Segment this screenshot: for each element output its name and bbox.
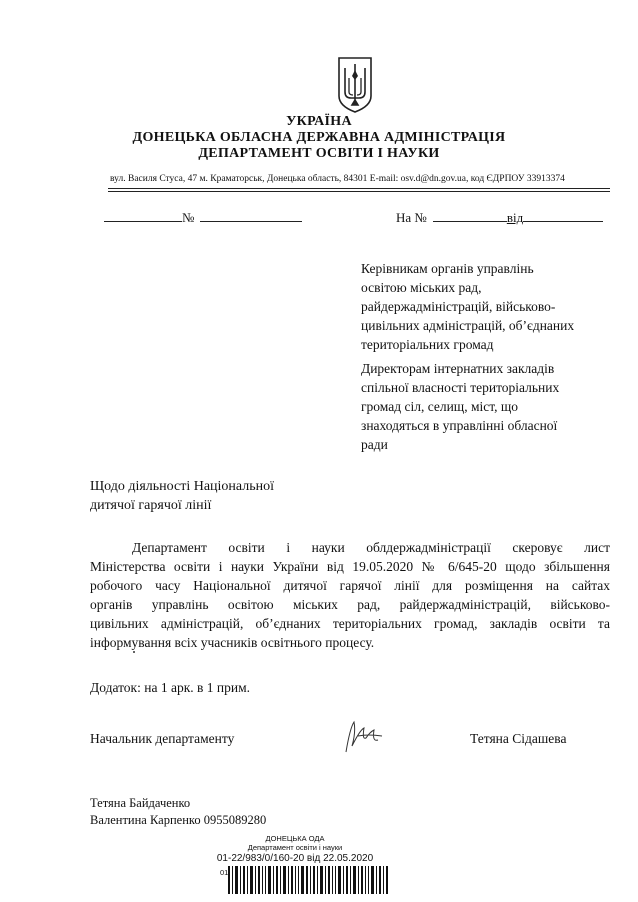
executors-block: Тетяна Байдаченко Валентина Карпенко 0955089280	[90, 796, 267, 827]
barcode	[228, 866, 388, 894]
signatory-name: Тетяна Сідашева	[470, 731, 567, 746]
outgoing-number-field: №	[104, 209, 302, 226]
country-title: УКРАЇНА	[286, 114, 352, 129]
administration-title: ДОНЕЦЬКА ОБЛАСНА ДЕРЖАВНА АДМІНІСТРАЦІЯ	[132, 130, 506, 145]
letter-subject: Щодо діяльності Національної дитячої гарячої лінії	[90, 479, 275, 513]
registration-org: ДОНЕЦЬКА ОДА	[265, 834, 325, 843]
department-title: ДЕПАРТАМЕНТ ОСВІТИ І НАУКИ	[198, 146, 440, 161]
stray-dot	[133, 651, 135, 653]
letter-body: Департамент освіти і науки облдержадміністрації скеровує лист Міністерства освіти і науки України від 19.05.2020 № 6/645-20 щодо збільшення робочого часу Національної дитячої гарячої лінії для розміщення на сайтах органів управлінь освітою міських рад, райдержадміністрацій, військово- цивільних адміністрацій, об’єднаних територіальних громад, закладів освіти та інформування всіх учасників освітнього процесу.	[90, 540, 610, 650]
addressee-block-1: Керівникам органів управлінь освітою міських рад, райдержадміністрацій, військово- цивільних адміністрацій, об’єднаних територіальних громад	[361, 261, 575, 352]
header-rule-top	[108, 188, 610, 189]
coat-of-arms-icon	[336, 56, 374, 114]
signatory-position: Начальник департаменту	[90, 731, 235, 746]
handwritten-signature	[340, 718, 388, 758]
reply-number-field: На № від	[396, 209, 603, 226]
addressee-block-2: Директорам інтернатних закладів спільної власності територіальних громад сіл, селищ, міст, що знаходяться в управлінні обласної ради	[361, 361, 560, 452]
barcode-prefix: 01	[220, 868, 229, 877]
registration-dept: Департамент освіти і науки	[247, 843, 343, 852]
registration-number: 01-22/983/0/160-20 від 22.05.2020	[216, 853, 374, 864]
header-rule-bottom	[108, 191, 610, 192]
attachment-note: Додаток: на 1 арк. в 1 прим.	[90, 680, 250, 695]
date-label: від	[506, 210, 524, 225]
address-line: вул. Василя Стуса, 47 м. Краматорськ, Донецька область, 84301 E-mail: osv.d@dn.gov.ua, код ЄДРПОУ 33913374	[110, 174, 565, 184]
